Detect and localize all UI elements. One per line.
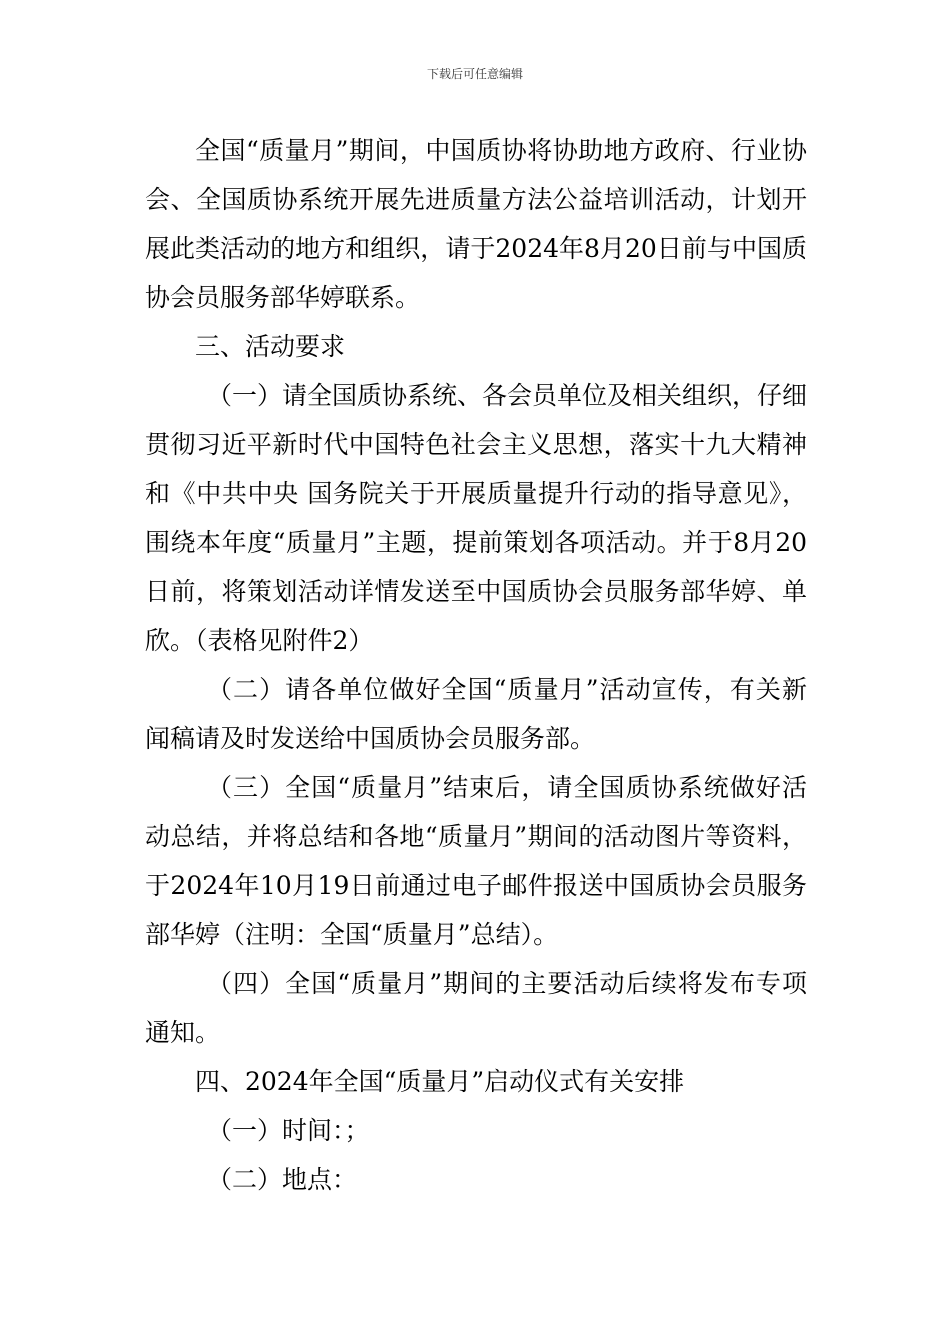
section-3-heading: 三、活动要求 [195,332,346,361]
requirement-4-paragraph: （四）全国“质量月”期间的主要活动后续将发布专项通知。 [145,969,807,1047]
requirement-1-paragraph: （一）请全国质协系统、各会员单位及相关组织，仔细贯彻习近平新时代中国特色社会主义思想，落实十九大精神和《中共中央 国务院关于开展质量提升行动的指导意见》，围绕本年度“质量月”主题，提前策划各项活动。并于8月20日前，将策划活动详情发送至中国质协会员服务部华婷、单欣。（表格见附件2） [145,381,808,655]
section-4-heading: 四、2024年全国“质量月”启动仪式有关安排 [195,1067,685,1096]
time-line: （一）时间：； [207,1116,370,1145]
document-body [145,126,807,1204]
location-line: （二）地点： [207,1165,358,1194]
training-paragraph: 全国“质量月”期间，中国质协将协助地方政府、行业协会、全国质协系统开展先进质量方法公益培训活动，计划开展此类活动的地方和组织，请于2024年8月20日前与中国质协会员服务部华婷联系。 [145,136,807,312]
requirement-2-paragraph: （二）请各单位做好全国“质量月”活动宣传，有关新闻稿请及时发送给中国质协会员服务部。 [145,675,807,753]
page-header-note: 下载后可任意编辑 [426,67,523,81]
requirement-3-paragraph: （三）全国“质量月”结束后，请全国质协系统做好活动总结，并将总结和各地“质量月”期间的活动图片等资料，于2024年10月19日前通过电子邮件报送中国质协会员服务部华婷（注明：全国“质量月”总结）。 [145,773,807,949]
